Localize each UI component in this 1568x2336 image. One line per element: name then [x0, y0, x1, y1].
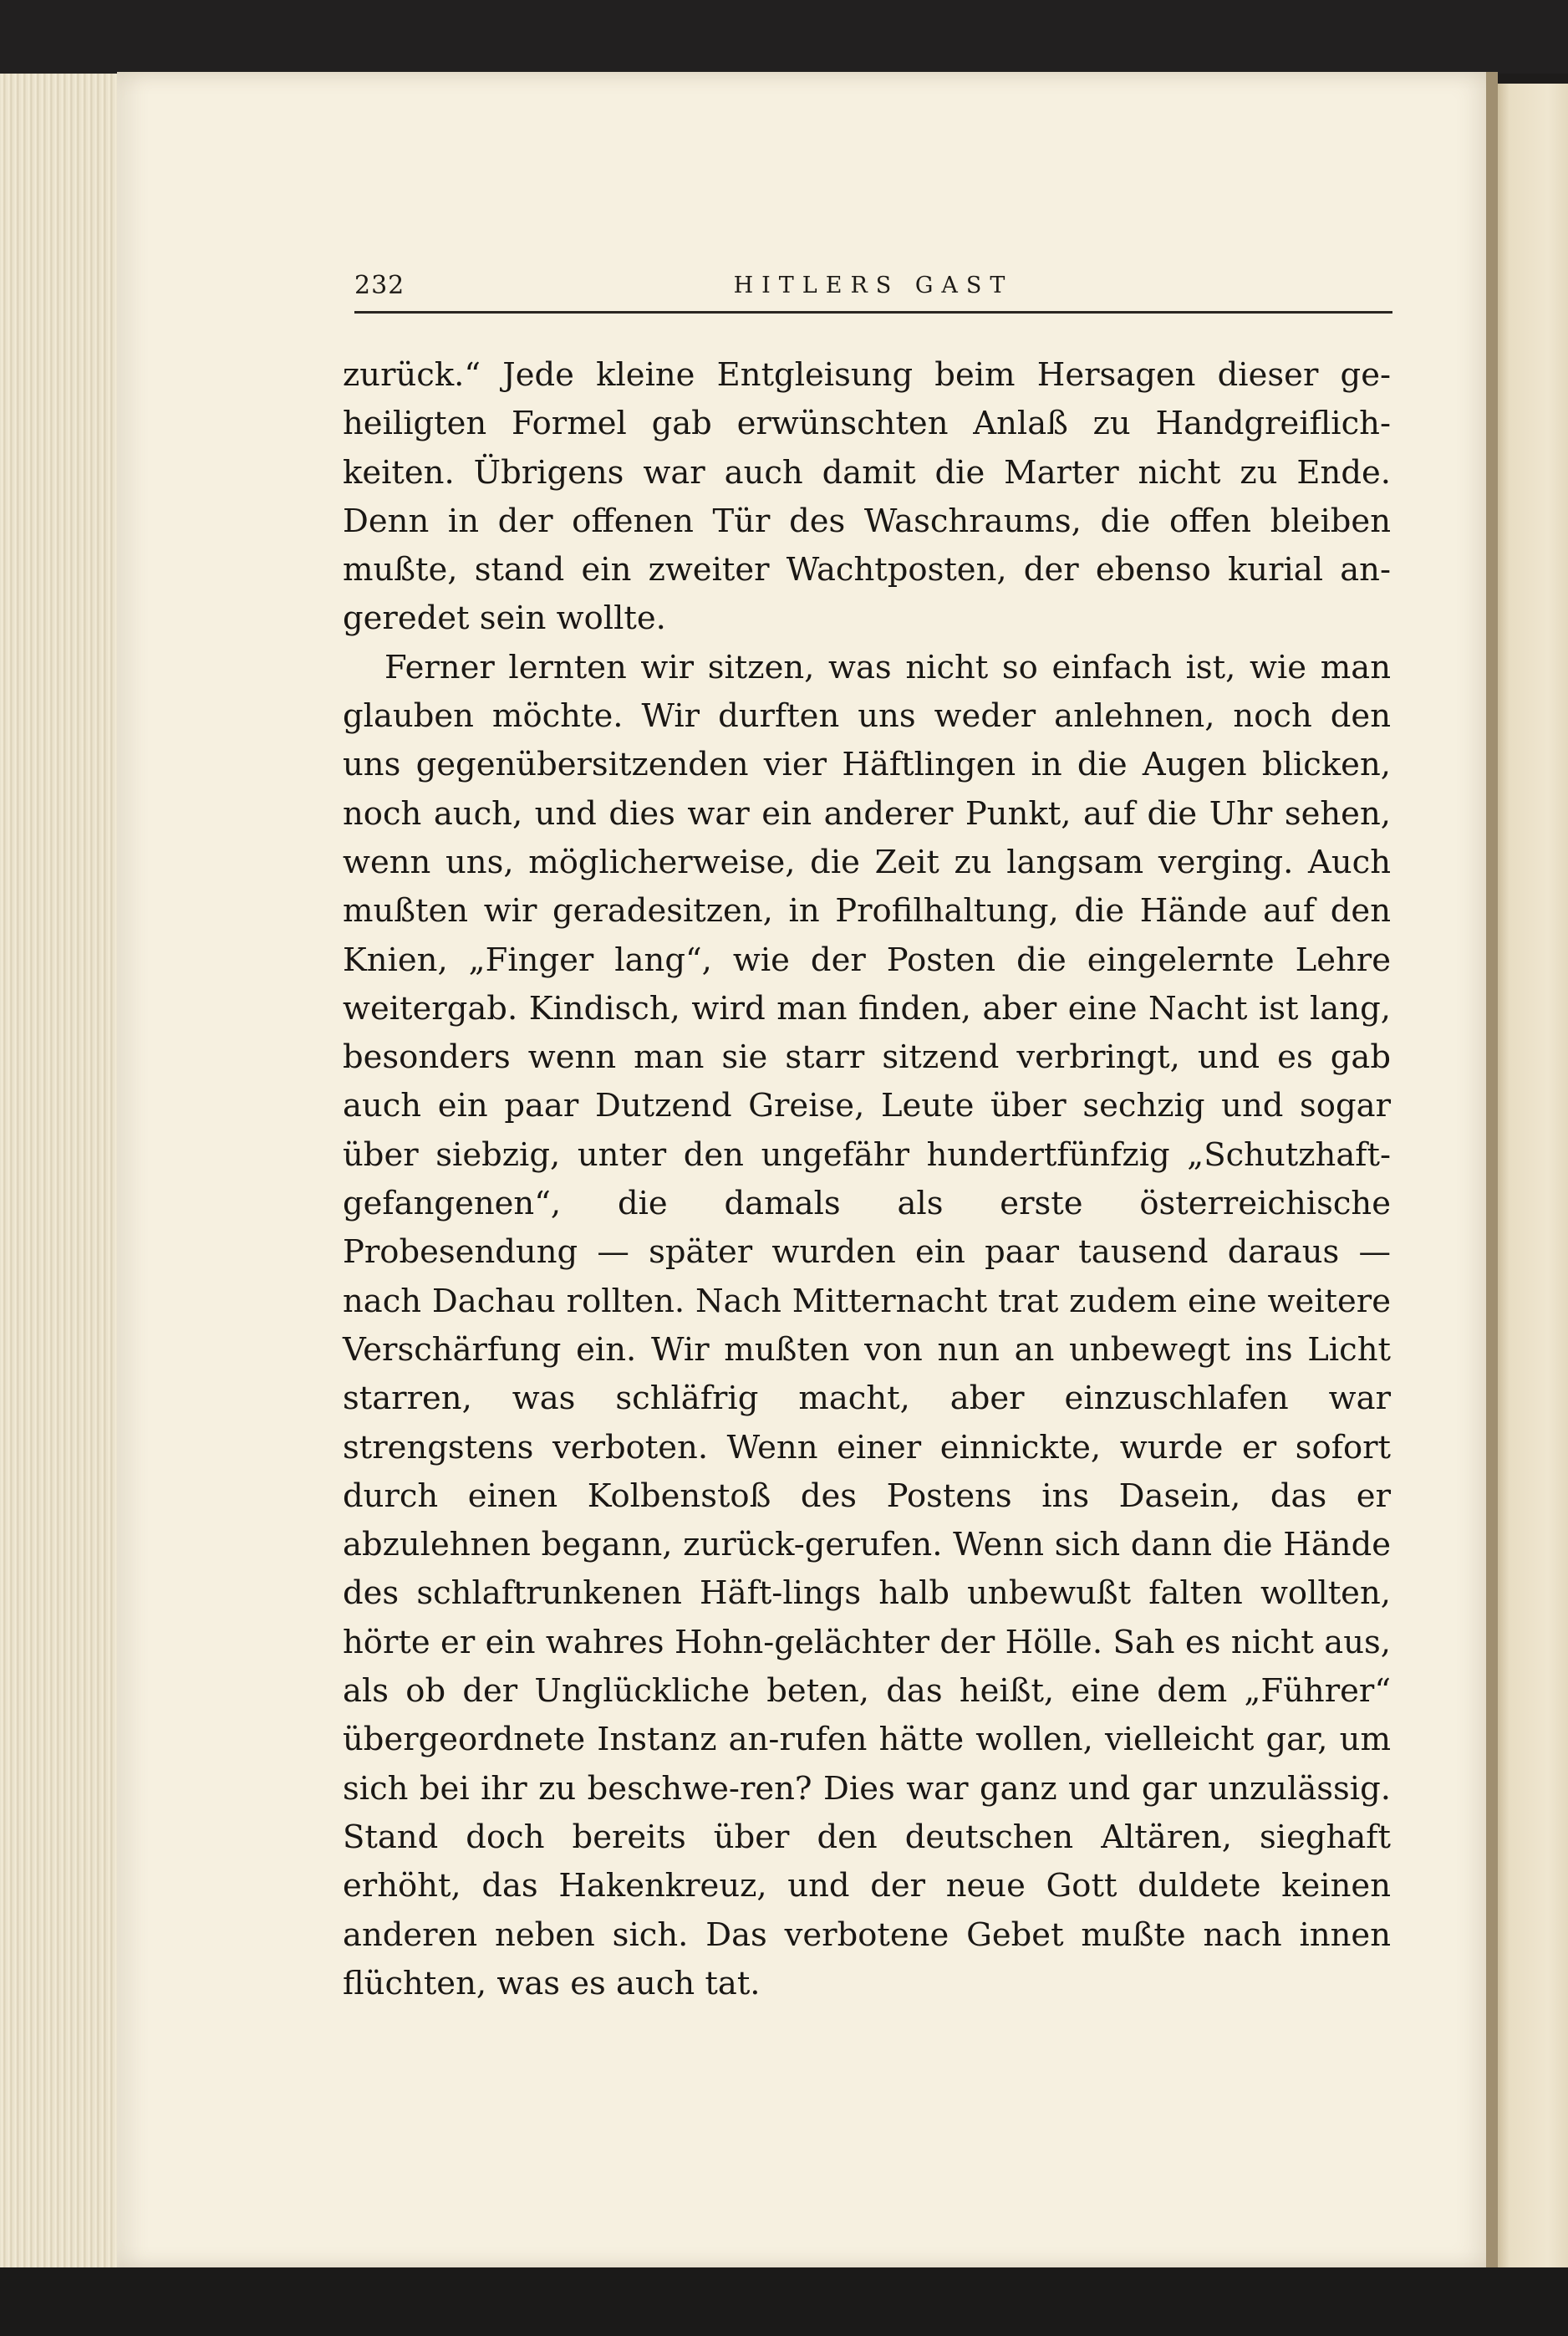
adjacent-page-edge [1498, 84, 1568, 2267]
page-header [354, 271, 1392, 311]
page-number: 232 [354, 271, 405, 300]
running-title: HITLERS GAST [733, 273, 1014, 298]
header-rule [354, 311, 1392, 314]
paragraph: Ferner lernten wir sitzen, was nicht so einfach ist, wie man glauben möchte. Wir durften uns weder anlehnen, noch den uns gegenübersitzenden vier Häftlingen in die Augen blicken, noch auch, und dies war ein anderer Punkt, auf die Uhr sehen, wenn uns, möglicherweise, die Zeit zu langsam verging. Auch mußten wir geradesitzen, in Profilhaltung, die Hände auf den Knien, „Finger lang“, wie der Posten die eingelernte Lehre weitergab. Kindisch, wird man finden, aber eine Nacht ist lang, besonders wenn man sie starr sitzend verbringt, und es gab auch ein paar Dutzend Greise, Leute über sechzig und sogar über siebzig, unter den ungefähr hundertfünfzig „Schutzhaft-gefangenen“, die damals als erste österreichische Probesendung — später wurden ein paar tausend daraus — nach Dachau rollten. Nach Mitternacht trat zudem eine weitere Verschärfung ein. Wir mußten von nun an unbewegt ins Licht starren, was schläfrig macht, aber einzuschlafen war strengstens verboten. Wenn einer einnickte, wurde er sofort durch einen Kolbenstoß des Postens ins Dasein, das er abzulehnen begann, zurück-gerufen. Wenn sich dann die Hände des schlaftrunkenen Häft-lings halb unbewußt falten wollten, hörte er ein wahres Hohn-gelächter der Hölle. Sah es nicht aus, als ob der Unglückliche beten, das heißt, eine dem „Führer“ übergeordnete Instanz an-rufen hätte wollen, vielleicht gar, um sich bei ihr zu beschwe-ren? Dies war ganz und gar unzulässig. Stand doch bereits über den deutschen Altären, sieghaft erhöht, das Hakenkreuz, und der neue Gott duldete keinen anderen neben sich. Das verbotene Gebet mußte nach innen flüchten, was es auch tat. [343, 648, 1391, 2002]
page-gutter [1486, 72, 1498, 2269]
paragraph: zurück.“ Jede kleine Entgleisung beim Hersagen dieser ge-heiligten Formel gab erwünschten Anlaß zu Handgreiflich-keiten. Übrigens war auch damit die Marter nicht zu Ende. Denn in der offenen Tür des Waschraums, die offen bleiben mußte, stand ein zweiter Wachtposten, der ebenso kurial an-geredet sein wollte. [343, 356, 1391, 638]
body-text [343, 351, 1391, 2008]
page-stack-edges [0, 74, 125, 2267]
scan-bottom-border [0, 2267, 1568, 2336]
scan-top-border [0, 0, 1568, 74]
